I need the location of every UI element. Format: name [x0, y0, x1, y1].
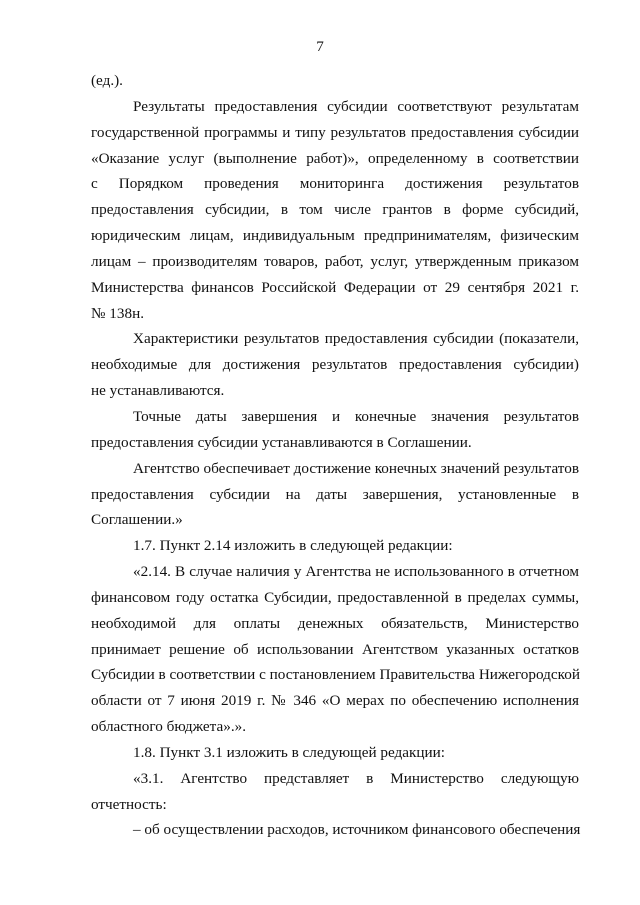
- text-line: Результаты предоставления субсидии соответствуют результатам: [133, 97, 579, 115]
- text-line: Агентство обеспечивает достижение конечных значений результатов: [133, 459, 579, 477]
- text-line: областного бюджета».».: [91, 718, 247, 736]
- text-line: Министерства финансов Российской Федерации от 29 сентября 2021 г.: [91, 278, 579, 296]
- text-line: предоставления субсидии на даты завершения, установленные в: [91, 485, 579, 503]
- text-line: «3.1. Агентство представляет в Министерство следующую: [133, 769, 579, 787]
- text-line: с Порядком проведения мониторинга достижения результатов: [91, 175, 579, 193]
- text-line: 1.7. Пункт 2.14 изложить в следующей редакции:: [133, 537, 453, 555]
- text-line: юридическим лицам, индивидуальным предпринимателям, физическим: [91, 227, 579, 245]
- text-line: необходимые для достижения результатов предоставления субсидии): [91, 356, 579, 374]
- text-line: (ед.).: [91, 72, 123, 89]
- text-line: Характеристики результатов предоставления субсидии (показатели,: [133, 330, 579, 348]
- body-text: [91, 68, 579, 843]
- text-line: Точные даты завершения и конечные значения результатов: [133, 407, 579, 425]
- text-line: Субсидии в соответствии с постановлением Правительства Нижегородской: [91, 666, 580, 684]
- text-line: Соглашении.»: [91, 511, 183, 529]
- text-line: финансовом году остатка Субсидии, предоставленной в пределах суммы,: [91, 588, 579, 606]
- text-line: «Оказание услуг (выполнение работ)», определенному в соответствии: [91, 149, 579, 167]
- text-line: принимает решение об использовании Агентством указанных остатков: [91, 640, 579, 658]
- text-line: необходимой для оплаты денежных обязательств, Министерство: [91, 614, 579, 632]
- text-line: государственной программы и типу результатов предоставления субсидии: [91, 123, 579, 141]
- text-line: отчетность:: [91, 795, 167, 813]
- text-line: предоставления субсидии, в том числе грантов в форме субсидий,: [91, 201, 579, 219]
- text-line: предоставления субсидии устанавливаются в Соглашении.: [91, 433, 472, 451]
- text-line: не устанавливаются.: [91, 382, 225, 400]
- text-line: 1.8. Пункт 3.1 изложить в следующей редакции:: [133, 743, 446, 761]
- text-line: области от 7 июня 2019 г. № 346 «О мерах по обеспечению исполнения: [91, 692, 579, 710]
- page-number: 7: [316, 38, 324, 55]
- text-line: № 138н.: [91, 304, 144, 322]
- text-line: лицам – производителям товаров, работ, услуг, утвержденным приказом: [91, 252, 579, 270]
- text-line: – об осуществлении расходов, источником финансового обеспечения: [133, 821, 581, 839]
- text-line: «2.14. В случае наличия у Агентства не использованного в отчетном: [133, 563, 579, 581]
